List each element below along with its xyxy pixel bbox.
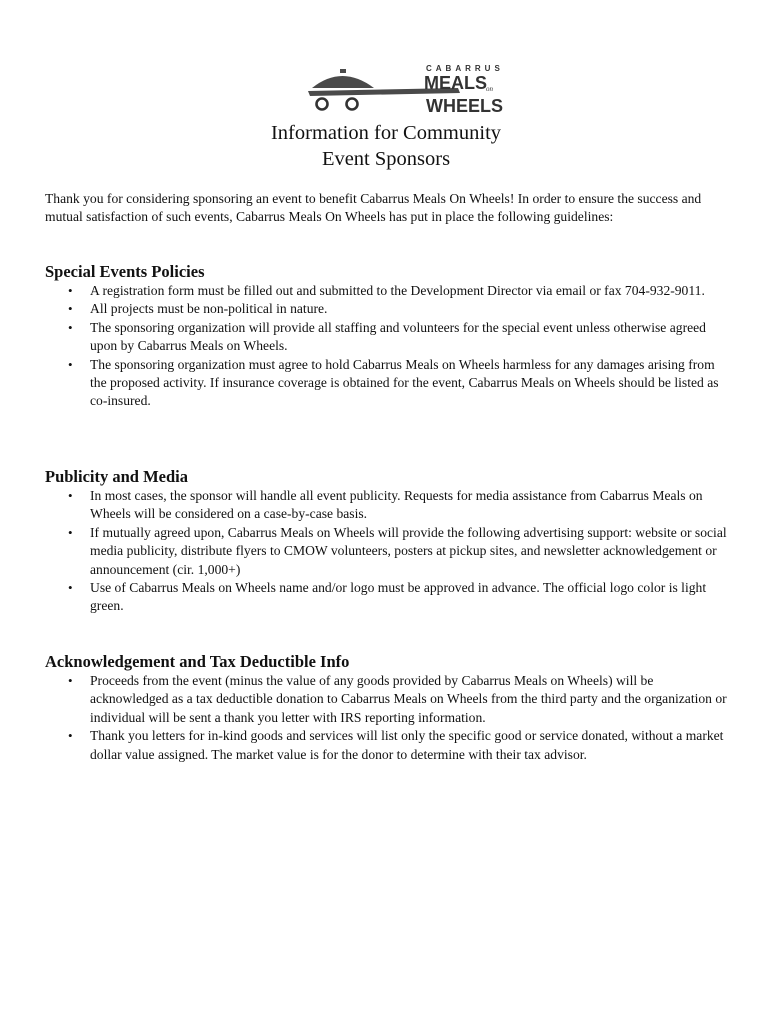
list-item — [45, 524, 727, 579]
list-item — [45, 282, 727, 300]
logo-meals-text: MEALS — [424, 73, 487, 93]
list-item-text: If mutually agreed upon, Cabarrus Meals on Wheels will provide the following advertising support: website or social media publicity, distribute flyers to CMOW volunteers, posters at pickup sites, and newsletter acknowledgement or announcement (cir. 1,000+) — [90, 524, 727, 577]
title-line-2: Event Sponsors — [321, 148, 451, 170]
bullet-icon: • — [68, 356, 73, 372]
policy-list — [45, 282, 727, 411]
cloche-dome — [312, 76, 374, 88]
logo-top-text: CABARRUS — [426, 64, 504, 73]
list-item — [45, 487, 727, 524]
list-item — [45, 579, 727, 616]
list-item — [45, 300, 727, 318]
bullet-icon: • — [68, 488, 73, 503]
list-item — [45, 727, 727, 764]
list-item-text: Thank you letters for in-kind goods and services will list only the specific good or service donated, without a market dollar value assigned. The market value is for the donor to determine with their tax advisor. — [90, 728, 724, 762]
bullet-icon: • — [68, 301, 73, 317]
list-item-text: Proceeds from the event (minus the value of any goods provided by Cabarrus Meals on Wheels) will be acknowledged as a tax deductible donation to Cabarrus Meals on Wheels from the third party and the organization or individual will be sent a thank you letter with IRS reporting information. — [90, 673, 727, 725]
logo-on-text: on — [486, 85, 493, 93]
bullet-icon: • — [68, 673, 73, 688]
list-item-text: The sponsoring organization will provide all staffing and volunteers for the special event unless otherwise agreed upon by Cabarrus Meals on Wheels. — [90, 319, 706, 354]
section-heading: Publicity and Media — [45, 467, 189, 486]
section-heading: Acknowledgement and Tax Deductible Info — [45, 652, 350, 671]
section-publicity-and-media — [45, 467, 727, 616]
intro-paragraph: Thank you for considering sponsoring an event to benefit Cabarrus Meals On Wheels! In order to ensure the success and mutual satisfaction of such events, Cabarrus Meals On Wheels has put in place the following guidelines: — [45, 191, 702, 225]
title-line-1: Information for Community — [270, 122, 502, 144]
list-item — [45, 672, 727, 727]
logo-wheels-text: WHEELS — [426, 96, 504, 116]
list-item-text: Use of Cabarrus Meals on Wheels name and/or logo must be approved in advance. The official logo color is light green. — [90, 580, 707, 614]
bullet-icon: • — [68, 728, 73, 744]
section-heading: Special Events Policies — [45, 262, 205, 281]
acknowledgement-list — [45, 672, 727, 764]
list-item — [45, 319, 727, 356]
page-title — [45, 120, 727, 172]
cloche-handle — [340, 69, 346, 73]
list-item-text: All projects must be non-political in nature. — [90, 301, 328, 317]
wheel-left — [317, 99, 328, 110]
list-item-text: In most cases, the sponsor will handle all event publicity. Requests for media assistance from Cabarrus Meals on Wheels will be considered on a case-by-case basis. — [90, 488, 703, 522]
bullet-icon: • — [68, 283, 73, 298]
bullet-icon: • — [68, 319, 73, 335]
bullet-icon: • — [68, 524, 73, 540]
list-item — [45, 356, 727, 411]
list-item-text: A registration form must be filled out and submitted to the Development Director via email or fax 704-932-9011. — [90, 283, 705, 298]
publicity-list — [45, 487, 727, 616]
section-acknowledgement-tax-info — [45, 652, 727, 764]
meals-on-wheels-logo — [308, 60, 513, 118]
section-special-events-policies — [45, 262, 727, 411]
bullet-icon: • — [68, 580, 73, 596]
list-item-text: The sponsoring organization must agree to hold Cabarrus Meals on Wheels harmless for any damages arising from the proposed activity. If insurance coverage is obtained for the event, Cabarrus Meals on Wheels should be listed as co-insured. — [90, 356, 719, 409]
wheel-right — [347, 99, 358, 110]
